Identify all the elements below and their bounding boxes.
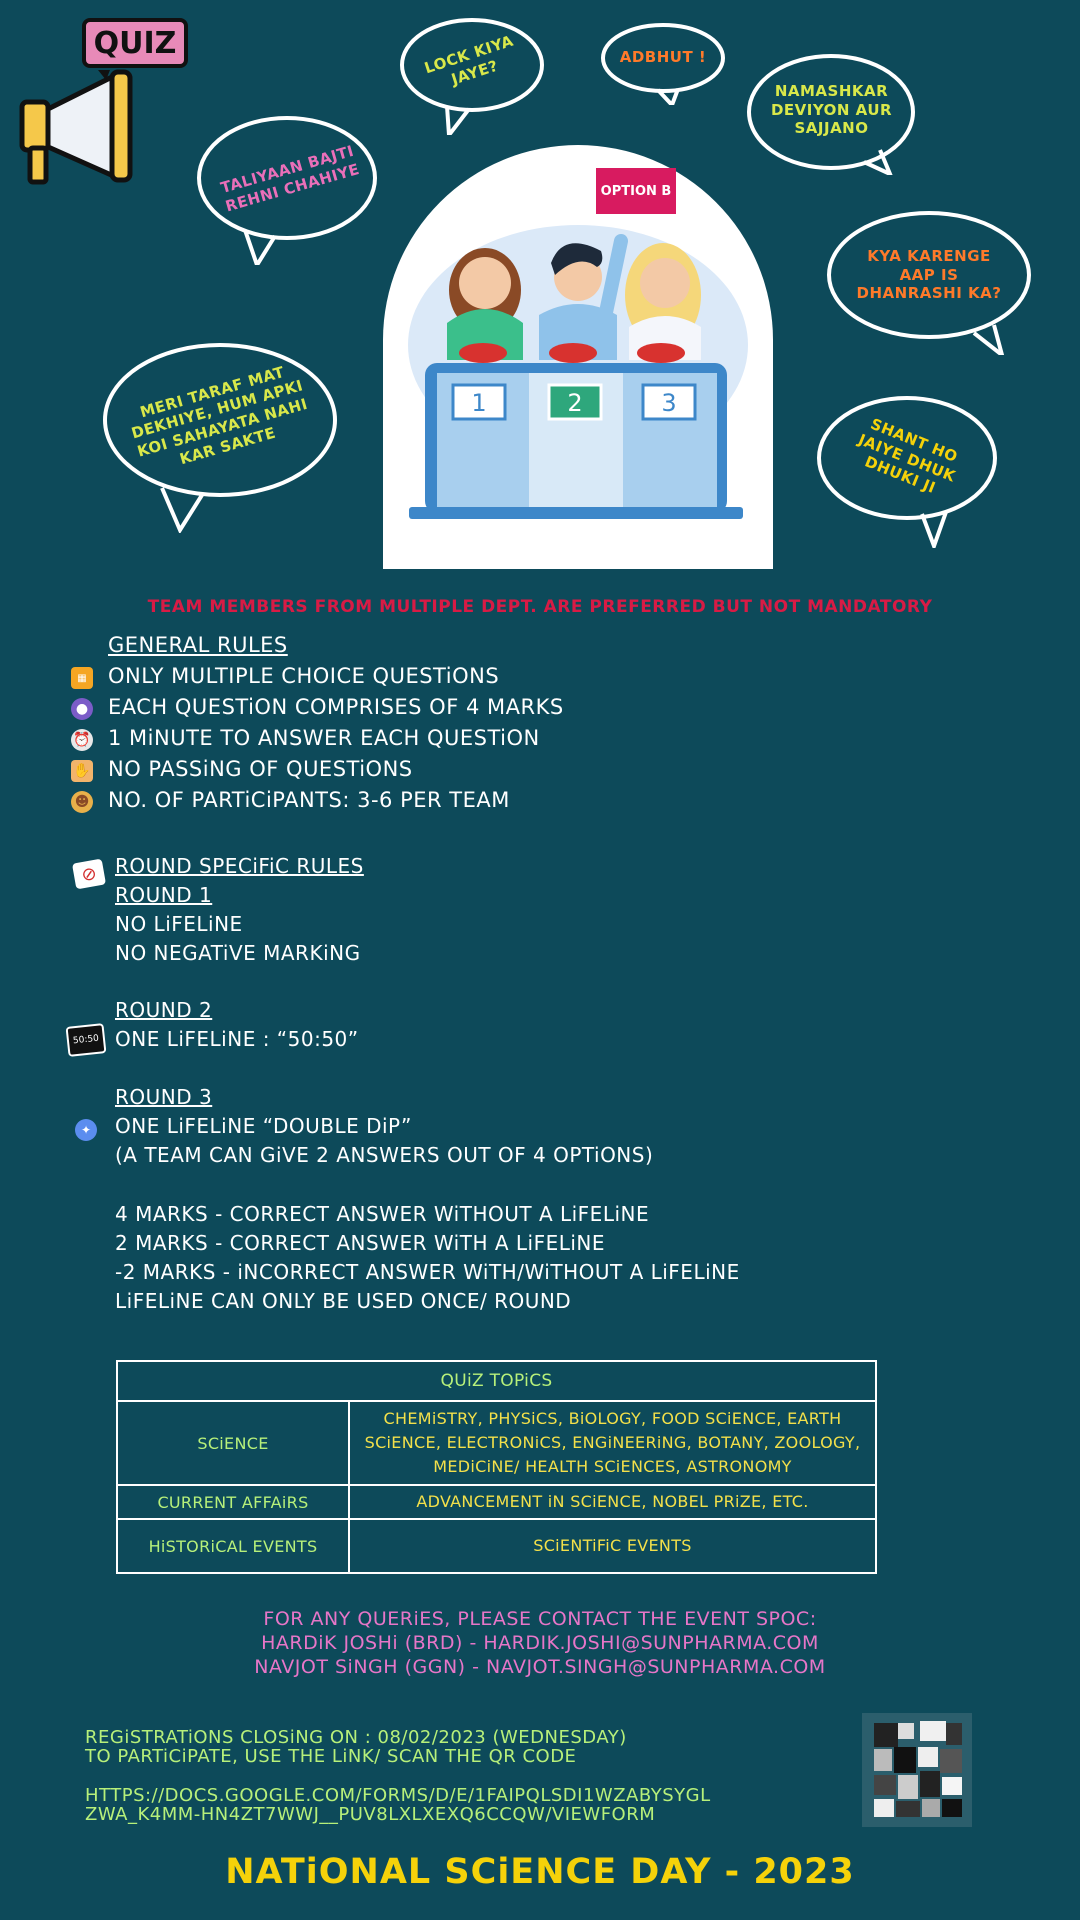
speech-bubble-taliyaan: TALIYAAN BAJTI REHNI CHAHIYE — [195, 110, 380, 265]
quiz-topics-table — [116, 1360, 877, 1574]
marking-scheme — [115, 1200, 740, 1316]
hand-stop-icon: ✋ — [71, 760, 93, 782]
no-sign-icon: ⊘ — [72, 859, 106, 890]
contact-line[interactable]: HARDiK JOSHi (BRD) - HARDIK.JOSHI@SUNPHARMA.COM — [261, 1632, 819, 1654]
table-row — [117, 1519, 876, 1573]
speech-bubble-adbhut: ADBHUT ! — [598, 20, 728, 105]
speech-bubble-meri-taraf: MERI TARAF MAT DEKHIYE, HUM APKI KOI SAHAYATA NAHI KAR SAKTE — [100, 338, 340, 533]
general-rules — [108, 630, 564, 816]
marking-line: -2 MARKS - iNCORRECT ANSWER WiTH/WiTHOUT A LiFELiNE — [115, 1260, 740, 1284]
table-row — [117, 1485, 876, 1519]
marking-line: 4 MARKS - CORRECT ANSWER WiTHOUT A LiFELiNE — [115, 1202, 650, 1226]
topic-value: CHEMiSTRY, PHYSiCS, BiOLOGY, FOOD SCiENCE, EARTH SCiENCE, ELECTRONiCS, ENGiNEERiNG, BOTANY, ZOOLOGY, MEDiCiNE/ HEALTH SCiENCES, ASTRONOMY — [349, 1401, 876, 1485]
topic-value: SCiENTiFiC EVENTS — [349, 1519, 876, 1573]
registration-link[interactable]: HTTPS://DOCS.GOOGLE.COM/FORMS/D/E/1FAIPQLSDI1WZABYSYGL — [85, 1786, 711, 1805]
marking-line: LiFELiNE CAN ONLY BE USED ONCE/ ROUND — [115, 1289, 572, 1313]
registration-link[interactable]: ZWA_K4MM-HN4ZT7WWJ__PUV8LXLXEXQ6CCQW/VIEWFORM — [85, 1804, 656, 1825]
speech-bubble-namashkar: NAMASHKAR DEVIYON AUR SAJJANO — [744, 50, 919, 175]
round-1-heading: ROUND 1 — [115, 883, 213, 907]
team-notice: TEAM MEMBERS FROM MULTIPLE DEPT. ARE PREFERRED BUT NOT MANDATORY — [147, 597, 933, 617]
table-row — [117, 1401, 876, 1485]
topic-value: ADVANCEMENT iN SCiENCE, NOBEL PRiZE, ETC. — [349, 1485, 876, 1519]
contact-block — [0, 1607, 1080, 1679]
rule-item: NO. OF PARTiCiPANTS: 3-6 PER TEAM — [108, 788, 510, 812]
quiz-badge: QUIZ — [82, 18, 188, 68]
contact-intro: FOR ANY QUERiES, PLEASE CONTACT THE EVENT SPOC: — [263, 1608, 817, 1630]
alarm-clock-icon: ⏰ — [71, 729, 93, 751]
speech-bubble-lock: LOCK KIYA JAYE? — [397, 10, 547, 135]
round-1-line: NO NEGATiVE MARKiNG — [115, 941, 361, 965]
qr-code[interactable] — [862, 1713, 972, 1827]
fifty-fifty-icon: 50:50 — [66, 1023, 107, 1057]
round-1-line: NO LiFELiNE — [115, 912, 243, 936]
topic-key: CURRENT AFFAiRS — [117, 1485, 349, 1519]
round-2-line: ONE LiFELiNE : “50:50” — [115, 1027, 359, 1051]
event-title: NATiONAL SCiENCE DAY - 2023 — [225, 1852, 855, 1892]
round-3-heading: ROUND 3 — [115, 1085, 213, 1109]
general-rules-heading: GENERAL RULES — [108, 633, 288, 657]
rule-item: EACH QUESTiON COMPRISES OF 4 MARKS — [108, 695, 564, 719]
globe-icon: ● — [71, 698, 93, 720]
rule-item: NO PASSiNG OF QUESTiONS — [108, 757, 413, 781]
rule-item: ONLY MULTIPLE CHOICE QUESTiONS — [108, 664, 500, 688]
registration-closing: REGiSTRATiONS CLOSiNG ON : 08/02/2023 (WEDNESDAY) — [85, 1727, 627, 1748]
podium-number-3: 3 — [661, 389, 677, 417]
topic-key: SCiENCE — [117, 1401, 349, 1485]
abc-icon: ▦ — [71, 667, 93, 689]
podium-number-2: 2 — [567, 389, 583, 417]
round-3-line: (A TEAM CAN GiVE 2 ANSWERS OUT OF 4 OPTiONS) — [115, 1143, 654, 1167]
podium-number-1: 1 — [471, 389, 487, 417]
round-rules-heading: ROUND SPECiFiC RULES — [115, 854, 364, 878]
round-2-rules — [115, 996, 359, 1054]
speech-bubble-dhanrashi: KYA KARENGE AAP IS DHANRASHI KA? — [824, 205, 1034, 355]
team-icon: ☻ — [71, 791, 93, 813]
contact-line[interactable]: NAVJOT SiNGH (GGN) - NAVJOT.SINGH@SUNPHARMA.COM — [254, 1656, 826, 1678]
round-2-heading: ROUND 2 — [115, 998, 213, 1022]
registration-instruction: TO PARTiCiPATE, USE THE LiNK/ SCAN THE QR CODE — [85, 1746, 577, 1767]
quiz-illustration — [383, 145, 773, 569]
topic-key: HiSTORiCAL EVENTS — [117, 1519, 349, 1573]
round-3-line: ONE LiFELiNE “DOUBLE DiP” — [115, 1114, 412, 1138]
double-dip-icon: ✦ — [75, 1119, 97, 1141]
speech-bubble-shant: SHANT HO JAIYE DHUK DHUKI JI — [812, 388, 1002, 548]
option-b-sign: OPTION B — [596, 168, 676, 214]
quiz-topics-heading: QUiZ TOPiCS — [117, 1361, 876, 1401]
megaphone-icon — [18, 58, 138, 188]
rule-item: 1 MiNUTE TO ANSWER EACH QUESTiON — [108, 726, 540, 750]
round-rules — [115, 852, 364, 968]
round-3-rules — [115, 1083, 653, 1170]
marking-line: 2 MARKS - CORRECT ANSWER WiTH A LiFELiNE — [115, 1231, 606, 1255]
